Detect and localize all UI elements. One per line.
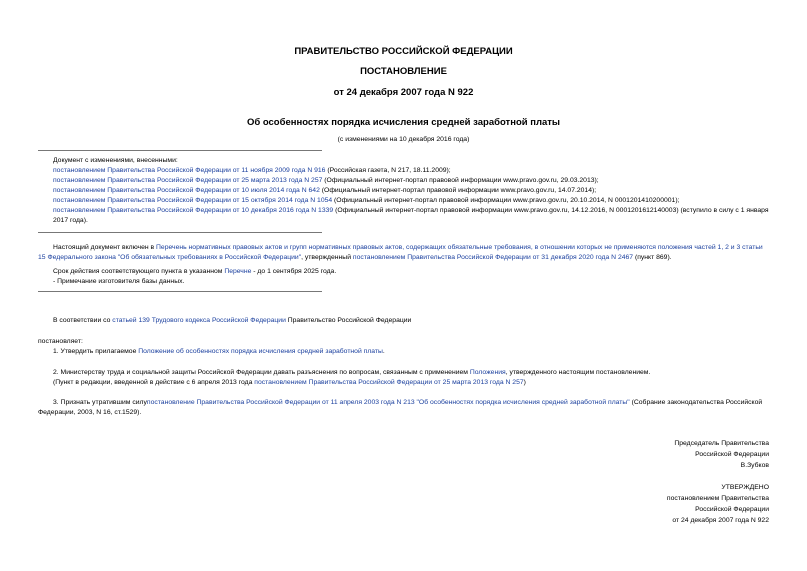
change-link[interactable]: постановлением Правительства Российской Федерации от 10 декабря 2016 года N 1339 bbox=[53, 207, 334, 214]
regulation-short-link[interactable]: Положения bbox=[469, 369, 506, 376]
perechen-short-link[interactable]: Перечне bbox=[224, 268, 252, 275]
note-paragraph: Настоящий документ включен в Перечень нормативных правовых актов и групп нормативных правовых актов, содержащих обязательные требования, в отношении которых не применяются положения частей 1, 2 и 3 статьи 15 Федерального закона "Об обязательных требованиях в Российской Федерации", утвержденный постановлением Правительства Российской Федерации от 31 декабря 2020 года N 2467 (пункт 869). bbox=[38, 244, 763, 261]
signature-org: Российской Федерации bbox=[695, 451, 769, 458]
change-link[interactable]: постановлением Правительства Российской Федерации от 10 июля 2014 года N 642 bbox=[53, 187, 320, 194]
decree-word: постановляет: bbox=[38, 338, 83, 345]
decree-2467-link[interactable]: постановлением Правительства Российской Федерации от 31 декабря 2020 года N 2467 bbox=[352, 254, 634, 261]
change-item: постановлением Правительства Российской Федерации от 15 октября 2014 года N 1054 (Официальный интернет-портал правовой информации www.pravo.gov.ru, 20.10.2014, N 0001201410200001); bbox=[53, 197, 680, 204]
change-link[interactable]: постановлением Правительства Российской Федерации от 15 октября 2014 года N 1054 bbox=[53, 197, 333, 204]
change-item: постановлением Правительства Российской Федерации от 10 июля 2014 года N 642 (Официальный интернет-портал правовой информации www.pravo.gov.ru, 14.07.2014); bbox=[53, 187, 597, 194]
signature-block bbox=[674, 438, 769, 471]
labor-code-link[interactable]: статьей 139 Трудового кодекса Российской Федерации bbox=[112, 317, 286, 324]
item-2-note: (Пункт в редакции, введенной в действие с 6 апреля 2013 года постановлением Правительства Российской Федерации от 25 марта 2013 года N 257) bbox=[53, 379, 526, 386]
note-term: Срок действия соответствующего пункта в указанном Перечне - до 1 сентября 2025 года. bbox=[53, 268, 337, 275]
perechen-link[interactable]: Перечень нормативных правовых актов и групп нормативных правовых актов, содержащих обязательные требования, в отношении которых не применяются положения частей 1, 2 и 3 статьи 15 Федерального закона "Об обязательных требованиях в Российской Федерации" bbox=[38, 244, 763, 261]
note-producer: - Примечание изготовителя базы данных. bbox=[53, 278, 185, 285]
regulation-link[interactable]: Положение об особенностях порядка исчисления средней заработной платы bbox=[138, 348, 383, 355]
approved-word: УТВЕРЖДЕНО bbox=[721, 484, 769, 491]
signature-position: Председатель Правительства bbox=[674, 440, 769, 447]
divider bbox=[38, 291, 322, 292]
change-link[interactable]: постановлением Правительства Российской Федерации от 25 марта 2013 года N 257 bbox=[53, 177, 323, 184]
changes-intro: Документ с изменениями, внесенными: bbox=[53, 157, 178, 164]
government-heading: ПРАВИТЕЛЬСТВО РОССИЙСКОЙ ФЕДЕРАЦИИ bbox=[294, 46, 513, 57]
approved-block bbox=[667, 482, 769, 526]
preamble: В соответствии со статьей 139 Трудового кодекса Российской Федерации Правительство Российской Федерации bbox=[53, 317, 412, 324]
decree-213-link[interactable]: постановление Правительства Российской Федерации от 11 апреля 2003 года N 213 "Об особенностях порядка исчисления средней заработной платы" bbox=[146, 399, 630, 406]
change-item: постановлением Правительства Российской Федерации от 11 ноября 2009 года N 916 (Российская газета, N 217, 18.11.2009); bbox=[53, 167, 451, 174]
document-date: от 24 декабря 2007 года N 922 bbox=[333, 87, 474, 98]
approved-org: Российской Федерации bbox=[695, 506, 769, 513]
change-item: постановлением Правительства Российской Федерации от 25 марта 2013 года N 257 (Официальный интернет-портал правовой информации www.pravo.gov.ru, 29.03.2013); bbox=[53, 177, 599, 184]
divider bbox=[38, 232, 322, 233]
document-type: ПОСТАНОВЛЕНИЕ bbox=[360, 66, 447, 77]
signature-name: В.Зубков bbox=[740, 462, 769, 469]
change-item: постановлением Правительства Российской Федерации от 10 декабря 2016 года N 1339 (Официальный интернет-портал правовой информации www.pravo.gov.ru, 14.12.2016, N 0001201612140003) (вступило в силу с 1 января 2017 года). bbox=[53, 207, 769, 224]
approved-by: постановлением Правительства bbox=[666, 495, 769, 502]
document-subtitle: (с изменениями на 10 декабря 2016 года) bbox=[337, 136, 470, 143]
approved-date: от 24 декабря 2007 года N 922 bbox=[672, 517, 769, 524]
document-title: Об особенностях порядка исчисления средней заработной платы bbox=[246, 117, 561, 128]
item-3: 3. Признать утратившим силупостановление Правительства Российской Федерации от 11 апреля 2003 года N 213 "Об особенностях порядка исчисления средней заработной платы" (Собрание законодательства Российской Федерации, 2003, N 16, ст.1529). bbox=[38, 399, 763, 416]
divider bbox=[38, 150, 322, 151]
change-link[interactable]: постановлением Правительства Российской Федерации от 11 ноября 2009 года N 916 bbox=[53, 167, 326, 174]
decree-257-link[interactable]: постановлением Правительства Российской Федерации от 25 марта 2013 года N 257 bbox=[254, 379, 524, 386]
item-2: 2. Министерству труда и социальной защиты Российской Федерации давать разъяснения по вопросам, связанным с применением Положения, утвержденного настоящим постановлением. bbox=[53, 369, 651, 376]
item-1: 1. Утвердить прилагаемое Положение об особенностях порядка исчисления средней заработной платы. bbox=[53, 348, 385, 355]
